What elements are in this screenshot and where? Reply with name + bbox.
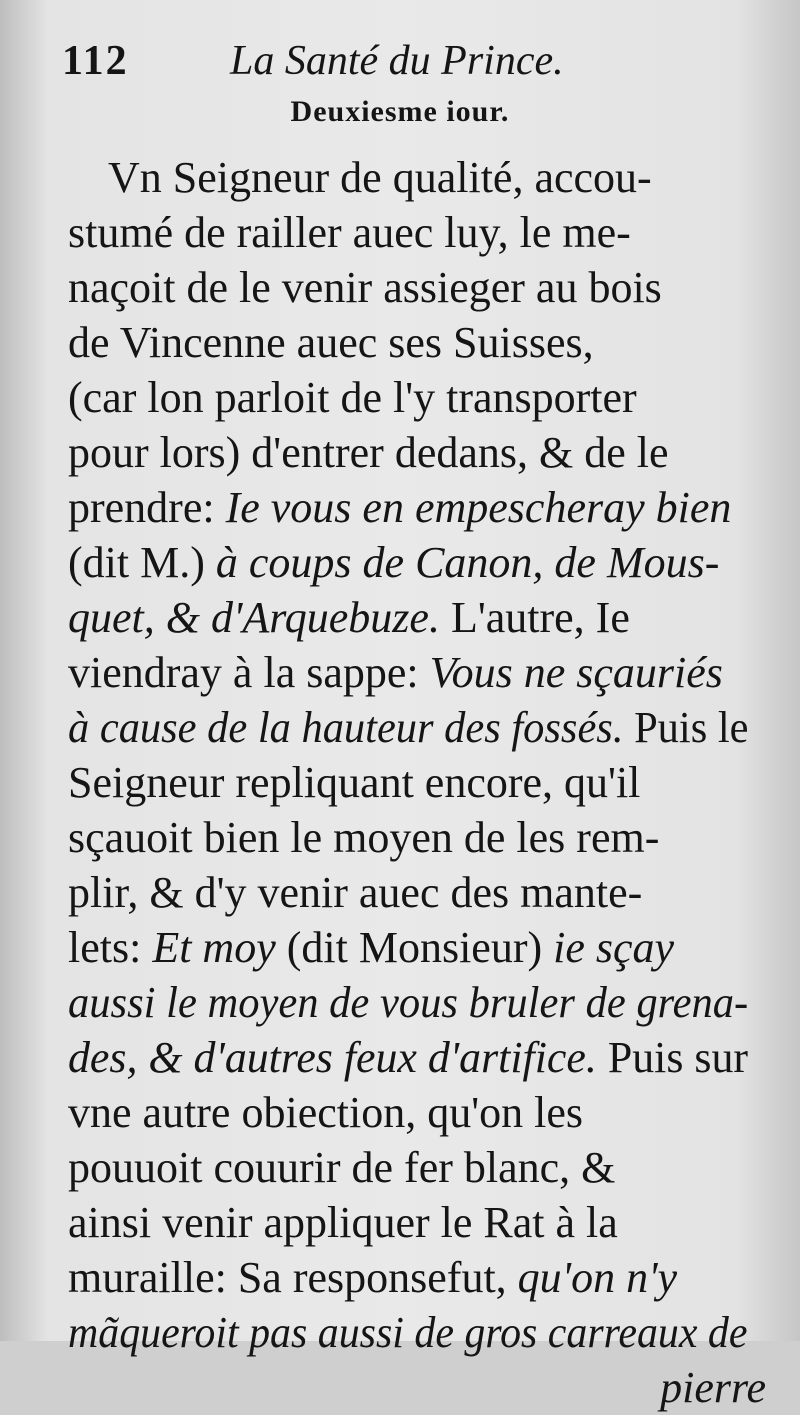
text-line [68, 480, 748, 535]
text-line: plir, & d'y venir auec des mante- [68, 868, 643, 917]
book-title: La Santé du Prince. [230, 38, 564, 84]
text-line [68, 1030, 746, 1085]
italic-span: ie sçay [553, 923, 675, 972]
text-line: pouuoit couurir de fer blanc, & [68, 1143, 616, 1192]
text-span: L'autre, Ie [439, 593, 630, 642]
italic-span: à cause de la hauteur des fossés. [68, 703, 624, 752]
text-line: Seigneur repliquant encore, qu'il [68, 758, 641, 807]
text-span: prendre: [68, 483, 226, 532]
text-span: muraille: Sa responsefut, [68, 1253, 518, 1302]
text-line: naçoit de le venir assieger au bois [68, 263, 662, 312]
italic-span: des, & d'autres feux d'artifice. [68, 1033, 597, 1082]
italic-span: quet, & d'Arquebuze. [68, 593, 440, 642]
text-line: (car lon parloit de l'y transporter [68, 373, 637, 422]
text-line [68, 645, 748, 700]
text-line: Vn Seigneur de qualité, accou- [108, 153, 652, 202]
catchword: pierre [660, 1363, 766, 1412]
text-line: vne autre obiection, qu'on les [68, 1088, 584, 1137]
italic-span: Ie vous en empescheray bien [225, 483, 732, 532]
italic-span: Vous ne sçauriés [429, 648, 723, 697]
text-line: de Vincenne auec ses Suisses, [68, 318, 594, 367]
text-line: aussi le moyen de vous bruler de grena- [68, 978, 749, 1027]
text-line: mãqueroit pas aussi de gros carreaux de [68, 1308, 748, 1357]
section-heading: Deuxiesme iour. [290, 95, 510, 128]
text-span: (dit Monsieur) [275, 923, 554, 972]
text-line: stumé de railler auec luy, le me- [68, 208, 631, 257]
text-line [68, 590, 748, 645]
running-head [62, 36, 742, 86]
text-span: viendray à la sappe: [68, 648, 430, 697]
text-line: pour lors) d'entrer dedans, & de le [68, 428, 669, 477]
text-line [68, 1250, 748, 1305]
text-line [68, 920, 748, 975]
text-line [68, 700, 749, 755]
text-span: lets: [68, 923, 153, 972]
text-line [68, 535, 748, 590]
text-span: (dit M.) [68, 538, 216, 587]
text-span: Puis le [623, 703, 749, 752]
text-line: sçauoit bien le moyen de les rem- [68, 813, 660, 862]
text-span: Puis sur [596, 1033, 748, 1082]
italic-span: qu'on n'y [517, 1253, 678, 1302]
page-number: 112 [62, 38, 129, 84]
text-line: ainsi venir appliquer le Rat à la [68, 1198, 618, 1247]
italic-span: Et moy [152, 923, 276, 972]
italic-span: à coups de Canon, de Mous- [215, 538, 720, 587]
